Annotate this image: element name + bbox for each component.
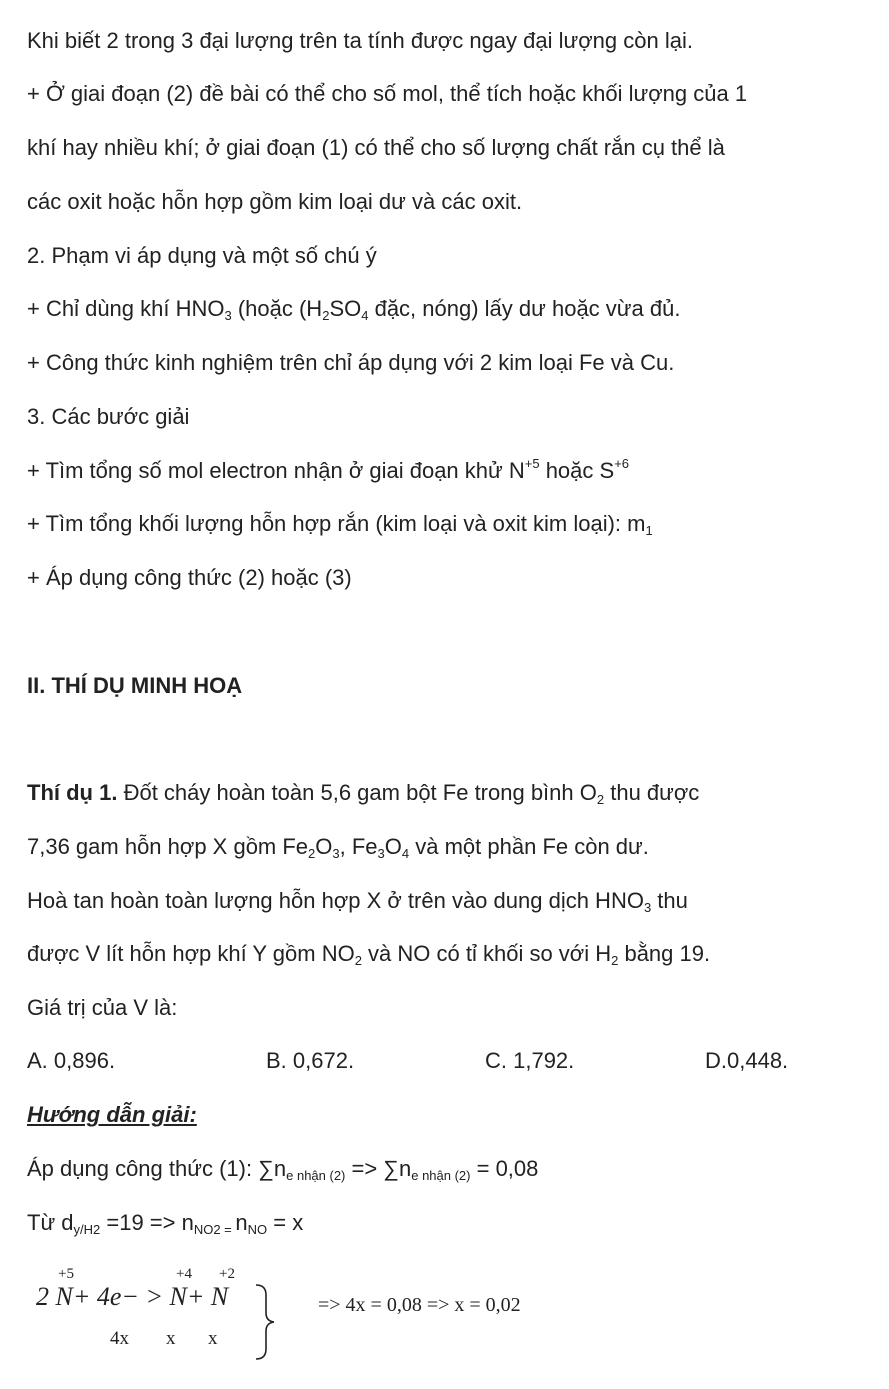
option-b: B. 0,672. [266, 1048, 355, 1073]
oxidation-state-1: +5 [58, 1266, 74, 1282]
oxidation-state-3: +2 [219, 1266, 235, 1282]
option-d: D.0,448. [705, 1048, 789, 1073]
redox-equation: 2 N+ 4e− > N+ N [36, 1282, 229, 1311]
text-line-2: + Ở giai đoạn (2) đề bài có thể cho số mol, thể tích hoặc khối lượng của 1 [27, 81, 748, 106]
section-heading: II. THÍ DỤ MINH HOẠ [27, 673, 243, 698]
solution-line-density: Từ $d_{y/H2} =19 => n_{NO2 =}$ $n_{NO} = x$ [27, 1210, 304, 1237]
text-line-formula-scope: + Công thức kinh nghiệm trên chỉ áp dụng với 2 kim loại Fe và Cu. [27, 350, 675, 375]
oxidation-state-2: +4 [176, 1266, 192, 1282]
text-line-electron: + Tìm tổng số mol electron nhận ở giai đoạn khử $N^{+5}$ hoặc $S^{+6}$ [27, 456, 630, 483]
equation-coef-1: 4x [110, 1328, 129, 1349]
question-line: Giá trị của V là: [27, 995, 178, 1020]
text-line-3: khí hay nhiều khí; ở giai đoạn (1) có thể cho số lượng chất rắn cụ thể là [27, 135, 725, 160]
right-brace-icon [250, 1283, 280, 1361]
example-line-4: được V lít hỗn hợp khí Y gồm $NO_2$ và NO có tỉ khối so với $H_2$ bằng 19. [27, 941, 711, 968]
option-a: A. 0,896. [27, 1048, 116, 1073]
example-line-1: Thí dụ 1. Đốt cháy hoàn toàn 5,6 gam bột Fe trong bình $O_2$ thu được [27, 780, 700, 807]
text-line-hno3: + Chỉ dùng khí $HNO_3$ (hoặc ($H_2SO_4$ đặc, nóng) lấy dư hoặc vừa đủ. [27, 296, 681, 323]
text-line-apply: + Áp dụng công thức (2) hoặc (3) [27, 565, 352, 590]
text-line-mass: + Tìm tổng khối lượng hỗn hợp rắn (kim loại và oxit kim loại): $m_1$ [27, 511, 653, 538]
option-c: C. 1,792. [485, 1048, 575, 1073]
section-title-scope: 2. Phạm vi áp dụng và một số chú ý [27, 243, 377, 268]
equation-coef-3: x [208, 1328, 218, 1349]
solution-line-apply: Áp dụng công thức (1): $\sum n_{e nhận (2)} => \sum n_{e nhận (2)} = 0,08$ [27, 1156, 539, 1183]
section-title-steps: 3. Các bước giải [27, 404, 190, 429]
equation-coef-2: x [166, 1328, 176, 1349]
example-line-2: 7,36 gam hỗn hợp X gồm $Fe_2O_3$, $Fe_3O_4$ và một phần Fe còn dư. [27, 834, 649, 861]
text-line-1: Khi biết 2 trong 3 đại lượng trên ta tính được ngay đại lượng còn lại. [27, 28, 693, 53]
solution-heading: Hướng dẫn giải: [27, 1102, 197, 1127]
equation-result: => 4x = 0,08 => x = 0,02 [318, 1294, 521, 1316]
example-line-3: Hoà tan hoàn toàn lượng hỗn hợp X ở trên vào dung dịch $HNO_3$ thu [27, 888, 688, 915]
text-line-4: các oxit hoặc hỗn hợp gồm kim loại dư và các oxit. [27, 189, 523, 214]
